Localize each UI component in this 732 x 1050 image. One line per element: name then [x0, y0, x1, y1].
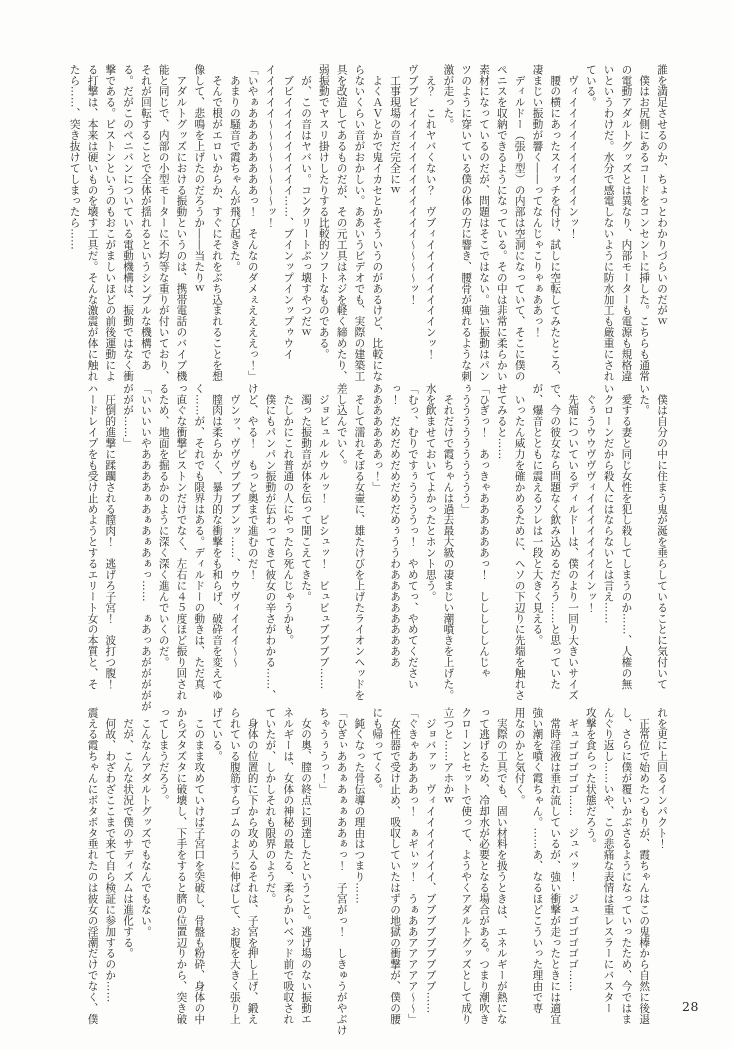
text-column: からズタズタに破壊し、下手をすると臍の位置辺りから、突き破: [175, 707, 188, 1025]
text-column: けど、やる！ もっと奥まで進むのだ！: [246, 383, 259, 581]
text-column: 立つと……アホかｗ: [442, 707, 455, 806]
text-column: ハードレイプをも受け止めようとするエリート女の本質と、そ: [86, 383, 99, 690]
text-column: 素材になっているのだが、問題はそこではない。強い振動はパン: [478, 64, 491, 382]
text-column: ブビイイイイイイイイイ……、ブインップインップゥウイ: [282, 64, 295, 360]
text-column: こんなんアダルトグッズでもなんでもない。: [139, 707, 152, 937]
text-column: る。だがこのペニバンについている電動機構は、振動ではなく衝: [122, 64, 135, 382]
text-column: ジョバァッ ヴィイイイイイイイ、ブブブブブブブブブ……: [424, 707, 437, 1014]
text-column: アダルトグッズにおける振動というのは、携帯電話のバイブ機: [175, 64, 188, 382]
text-column: ネルギーは、女体の神秘の最たる、柔らかいベッド前で吸収され: [282, 707, 295, 1025]
text-column: 震える霞ちゃんにボタボタ垂れたのは彼女の淫潮だけでなく、僕: [86, 707, 99, 1025]
text-column: し、さらに僕が覆いかぶさるようになっていったため、今ではま: [620, 707, 633, 1025]
text-block-top: [65, 64, 670, 382]
text-column: ペニスを収納できるようになっている。その中は非常に柔らかい: [495, 64, 508, 382]
text-column: だが、こんな状況で僕のサディズムは進化する。: [122, 707, 135, 959]
text-column: 膣肉は柔らかく、暴力的な衝撃をも和らげ、破砕音を変えてゆ: [211, 383, 224, 701]
text-column: ギュゴゴゴゴゴ…… ジュバッ！ ジュゴゴゴゴゴ……: [567, 707, 580, 992]
text-column: 具を改造してあるものだが、その元工具はネジを軽く締めたり、: [335, 64, 348, 382]
text-column: あまりの騒音で霞ちゃんが飛び起きた。: [228, 64, 241, 273]
text-column: たしかにこれ普通の人にやったら死んじゃうかも。: [282, 383, 295, 646]
text-column: 差し込んでいく。: [335, 383, 348, 471]
text-column: ってしまうだろう。: [157, 707, 170, 806]
text-column: 撃である。ピストンというのもおこがましいほどの前後運動によ: [104, 64, 117, 382]
text-column: イイイイイ～～～～～～～～ッ！: [264, 64, 277, 229]
page-number: 28: [682, 999, 699, 1014]
text-column: って逃げるため、冷却水が必要となる場合がある。つまり潮吹き: [478, 707, 491, 1025]
text-column: ていたが、しかしそれも限界のようだ。: [264, 707, 277, 905]
text-column: 何故、わざわざここまで来て自ら検証に参加するのか……: [104, 707, 117, 1003]
text-column: れを更に上回るインパクト！: [656, 707, 668, 850]
text-column: 圧倒的進撃に蹂躙される膣肉！ 逃げろ子宮！ 波打つ腹！: [104, 383, 117, 690]
text-column: いったん威力を確かめるために、ヘソの下辺りに先端を触れさ: [513, 383, 526, 701]
text-column: ががが……」: [122, 383, 135, 449]
text-column: が、爆音とともに震えるソレは一段と大きく見える。: [531, 383, 544, 646]
text-column: 水を飲ませておいてよかったとホント思う。: [424, 383, 437, 602]
text-column: 身体の位置的に下から攻め入るそれは、子宮を押し上げ、鍛え: [246, 707, 259, 1025]
text-column: このまま攻めていけば子宮口を突破し、骨盤も粉砕、身体の中: [193, 707, 206, 1025]
text-column: いた。: [638, 383, 651, 416]
text-column: ている。: [584, 64, 597, 108]
text-column: 腰の横にあったスイッチを付け、試しに空転してみたところ、: [549, 64, 562, 382]
text-column: せてみると……: [495, 383, 508, 460]
text-column: 像して、悲鳴を上げたのだろうか――当たりｗ: [193, 64, 206, 294]
text-column: 用なのかと気付く。: [513, 707, 526, 806]
text-column: 僕はお尻側にあるコードをコンセントに挿した。こちらも通常: [638, 64, 651, 382]
text-column: ヴブブビイイイイイイイイイイイイ～～～～ッ！: [406, 64, 419, 305]
text-column: 「ひぎっ！ あっきゃああああああっ！ しししししんじゃ: [478, 383, 491, 679]
text-column: 誰を満足させるのか、ちょっとわかりづらいのだがｗ: [656, 64, 668, 327]
text-column: 強い潮を噴く霞ちゃん。……あ、なるほどこういった理由で専: [531, 707, 544, 1014]
text-column: の電動アダルトグッズとは異なり、内部モーターも電源も規格違: [620, 64, 633, 382]
text-column: それだけで霞ちゃんは過去最大級の凄まじい潮噴きを上げた。: [442, 383, 455, 701]
text-column: で、今の彼女なら問題なく飲み込めるだろう……と思っていた: [549, 383, 562, 690]
text-column: 「むっ、むりですぅううううっ！ やめてっ、やめてください: [406, 383, 419, 690]
text-column: 僕は自分の中に住まう鬼が涎を垂らしていることに気付いて: [656, 383, 668, 690]
text-column: え？ これヤバくない？ ヴブィイイイイイイイインッ！: [424, 64, 437, 360]
text-column: らないくらい音がおかしい。ああいうビデオでも、実際の建築工: [353, 64, 366, 382]
text-column: 正常位で始めたつもりが、霞ちゃんはこの鬼棒から自然に後退: [638, 707, 651, 1025]
text-column: られている腹筋すらゴムのように伸ばして、お腹を大きく張り上: [228, 707, 241, 1025]
text-column: たら……、突き抜けてしまったら……: [68, 64, 81, 251]
text-column: いクローンだから殺人にはならないとは言え……: [602, 383, 615, 624]
text-column: ぅうううううううううう」: [460, 383, 473, 515]
text-column: く……が、それでも限界はある。ディルドーの動きは、ただ真: [193, 383, 206, 690]
text-column: るため、地面を掘るかのように深く深く進んでいくのだ。: [157, 383, 170, 668]
text-column: 「ひぎぃああぁあぁぁああぁっ！ 子宮がっ！ しきゅうがやぶけ: [335, 707, 348, 1036]
text-column: 先端についているディルドーは、僕のより一回り大きいサイズ: [567, 383, 580, 701]
text-column: あああああああっ！」: [371, 383, 384, 493]
text-column: 能と同じで、内部の小型モーターに不均等な重りが付いており、: [157, 64, 170, 382]
text-column: 「ぐきゃああああっ！ ぁギぃッ！ うぁああアアアアア～～」: [406, 707, 419, 1025]
text-column: にも帰ってくる。: [371, 707, 384, 795]
text-column: そんで根がエロいからか、すぐにそれをぶち込まれることを想: [211, 64, 224, 382]
text-column: 攻撃を食らった状態だろう。: [584, 707, 597, 850]
text-block-bottom: [83, 707, 670, 1036]
text-column: 鈍くなった骨伝導の理由はつまり……: [353, 707, 366, 905]
text-column: それが回転することで全体が揺れるというシンプルな機構であ: [139, 64, 152, 371]
text-column: 「いいいいやああああぁあぁあぁあぁっ…… ぁあっあががががが: [139, 383, 152, 712]
text-column: んぐり返し……いや、この悲痛な表情は重レスラーにバスター: [602, 707, 615, 1014]
text-column: っ直ぐな衝撃ピストンだけでなく、左右に４５度ほど振り回され: [175, 383, 188, 701]
text-column: 弱振動でヤスリ掛けしたりする比較的ソフトなものである。: [317, 64, 330, 360]
text-column: ディルドー（張り型）の内部は空洞になっていて、そこに僕の: [513, 64, 526, 382]
text-column: っ！ だめだめだめだめだめぅううわあああああああああ: [389, 383, 402, 668]
text-column: 愛する妻と同じ女性を犯し殺してしまうのか……、人権の無: [620, 383, 633, 690]
text-column: げている。: [211, 707, 224, 762]
text-column: 激が走った。: [442, 64, 455, 130]
text-column: ジョビュルルウルッ！ ビシュッ！ ビュビュブブブブ……: [317, 383, 330, 690]
text-column: 凄まじい振動が響く――ってなんじゃこりゃぁああっ！: [531, 64, 544, 338]
text-column: 濁った振動音が体を伝って聞こえてきた。: [300, 383, 313, 602]
text-block-middle: [83, 383, 670, 712]
text-column: 常時淫液は垂れ流しているが、強い衝撃が走ったときには適宜: [549, 707, 562, 1025]
text-column: よくＡＶとかで鬼イカセとかそういうのがあるけど、比較にな: [371, 64, 384, 382]
text-column: 僕にもパンパン振動が伝わってきて彼女の辛さがわかる……、: [264, 383, 277, 701]
text-column: いというわけだ。水分で感電しないように防水加工も厳重にされ: [602, 64, 615, 382]
text-column: ツのように穿いている僕の体の方に響き、腰骨が痺れるような刺: [460, 64, 473, 382]
text-column: ヴィイイイイイイイイイインッ！: [567, 64, 580, 240]
text-column: る打撃は、本来は硬いものを壊す工具だ。そんな激震が体に触れ: [86, 64, 99, 382]
text-column: 「いやぁああああああああっ！ そんなのダメぇええええっ！」: [246, 64, 259, 382]
text-column: ちゃうぅうっ！」: [317, 707, 330, 795]
text-column: ヴンッ、ヴヴヴブブブブンッ……、ウウヴィイイイ～～: [228, 383, 241, 668]
text-column: ぐぅうウウヴヴヴィイイイイイイイインッ！: [584, 383, 597, 613]
text-column: が、この音はヤバい。コンクリートぶっ壊すやつだｗ: [300, 64, 313, 338]
text-column: 工事現場の音だ完全にｗ: [389, 64, 402, 196]
text-column: 女性器で受け止め、吸収していたはずの地獄の衝撃が、僕の腰: [389, 707, 402, 1025]
text-column: 女の奥、膣の終点に到達したということ。逃げ場のない振動エ: [300, 707, 313, 1025]
text-column: そして濡れそぼる女壷に、雄たけびを上げたライオンヘッドを: [353, 383, 366, 701]
text-column: 実際の工具でも、固い材料を扱うときは、エネルギーが熱にな: [495, 707, 508, 1025]
text-column: クローンとセットで使って、ようやくアダルトグッズとして成り: [460, 707, 473, 1025]
